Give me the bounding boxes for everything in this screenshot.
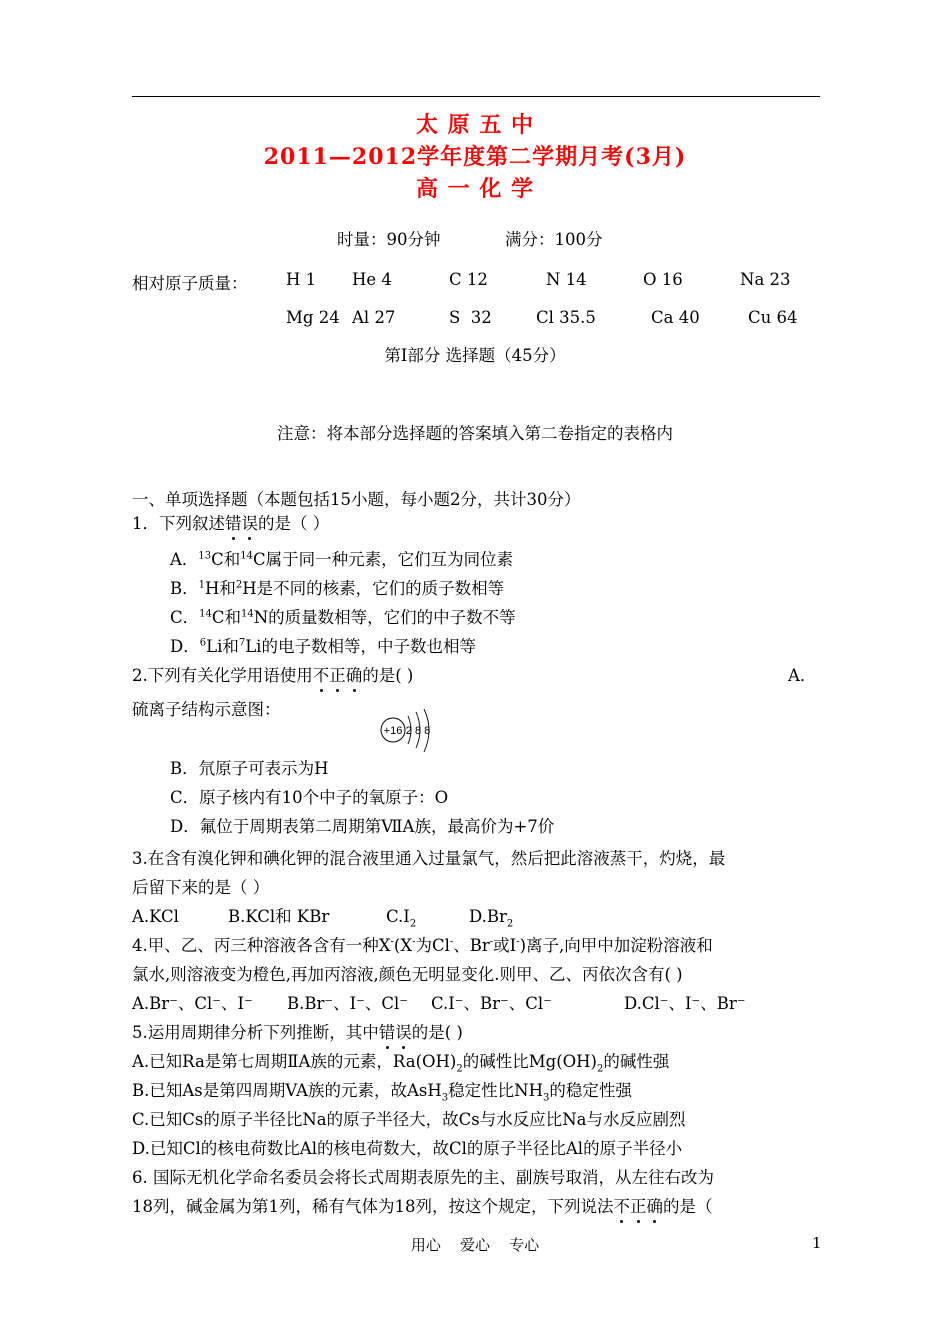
q2-option-b: B．氘原子可表示为H — [170, 759, 329, 778]
q5-emphasis-cuo: 错 — [378, 1023, 396, 1042]
q3-option-a: A.KCl — [132, 907, 179, 926]
mass-na: Na 23 — [740, 270, 791, 289]
q2-emphasis-zheng: 正 — [329, 666, 346, 685]
mass-mg: Mg 24 — [286, 308, 340, 327]
q5-option-a: A.已知Ra是第七周期ⅡA族的元素，$Ra(OH)_2$的碱性比$Mg(OH)_2$的碱性强 — [132, 1052, 670, 1075]
mass-cu: Cu 64 — [748, 308, 798, 327]
q5-option-c: C.已知Cs的原子半径比Na的原子半径大，故Cs与水反应比Na与水反应剧烈 — [132, 1110, 686, 1129]
q6-stem-line2: 18列，碱金属为第1列，稀有气体为18列，按这个规定，下列说法不正确的是（ — [132, 1197, 713, 1216]
exam-time: 时量：90分钟 — [337, 230, 441, 249]
q3-stem-line1: 3.在含有溴化钾和碘化钾的混合液里通入过量氯气，然后把此溶液蒸干，灼烧，最 — [132, 849, 726, 868]
mass-al: Al 27 — [352, 308, 396, 327]
mass-n: N 14 — [546, 270, 587, 289]
q5-option-d: D.已知Cl的核电荷数比Al的核电荷数大，故Cl的原子半径比Al的原子半径小 — [132, 1139, 683, 1158]
q1-emphasis-wu: 误 — [241, 514, 258, 533]
footer-motto: 用心 爱心 专心 — [410, 1236, 540, 1254]
q2-stem: 2.下列有关化学用语使用不正确的是( ) — [132, 666, 414, 685]
q2-option-a-label: A． — [788, 666, 817, 685]
mass-he: He 4 — [352, 270, 392, 289]
q1-option-d: D．$^6$Li和$^7$Li的电子数相等，中子数也相等 — [170, 637, 476, 656]
q4-stem-line2: 氯水,则溶液变为橙色,再加丙溶液,颜色无明显变化.则甲、乙、丙依次含有( ) — [132, 965, 683, 984]
header-rule — [132, 96, 820, 97]
q5-option-b: B.已知As是第四周期VA族的元素，故AsH$_3$稳定性比$NH_3$的稳定性强 — [132, 1081, 632, 1104]
q2-emphasis-que: 确 — [345, 666, 363, 685]
school-title: 太 原 五 中 — [416, 112, 534, 138]
q1-stem: 1．下列叙述错误的是（ ） — [132, 514, 330, 533]
term-title: 2011—2012学年度第二学期月考(3月) — [263, 144, 687, 170]
sulfide-ion-structure-diagram — [378, 708, 440, 758]
q4-option-a: A.Br⁻、Cl⁻、I⁻ — [132, 994, 253, 1013]
q1-emphasis-cuo: 错 — [225, 514, 242, 533]
atomic-mass-label: 相对原子质量： — [132, 274, 248, 293]
q2-emphasis-bu: 不 — [312, 666, 330, 685]
nucleus-charge: +16 — [383, 725, 403, 737]
q6-emphasis-que: 确 — [646, 1197, 663, 1216]
notice: 注意：将本部分选择题的答案填入第二卷指定的表格内 — [277, 424, 673, 443]
q6-stem-line1: 6. 国际无机化学命名委员会将长式周期表原先的主、副族号取消，从左往右改为 — [132, 1168, 714, 1187]
mass-c: C 12 — [449, 270, 488, 289]
q1-option-c: C．$^{14}$C和$^{14}$N的质量数相等，它们的中子数不等 — [170, 608, 516, 627]
q3-stem-line2: 后留下来的是（ ） — [132, 878, 270, 897]
q4-option-d: D.Cl⁻、I⁻、Br⁻ — [624, 994, 746, 1013]
q4-option-b: B.Br⁻、I⁻、Cl⁻ — [287, 994, 408, 1013]
q3-option-c: $C.I_2$ — [386, 907, 417, 930]
mass-h: H 1 — [286, 270, 317, 289]
q2-option-c: C．原子核内有10个中子的氧原子：O — [170, 788, 449, 807]
q5-emphasis-wu: 误 — [395, 1023, 412, 1042]
q3-option-d: $D.Br_2$ — [469, 907, 514, 930]
q1-option-b: B．$^1$H和$^2$H是不同的核素，它们的质子数相等 — [170, 579, 505, 598]
q2-option-a-text: 硫离子结构示意图： — [132, 700, 281, 719]
mass-s: S 32 — [449, 308, 492, 327]
shell-electrons: 2 8 8 — [405, 725, 431, 737]
part1-title: 第Ⅰ部分 选择题（45分） — [384, 346, 566, 365]
page-number: 1 — [812, 1234, 822, 1252]
section1-heading: 一、单项选择题（本题包括15小题，每小题2分，共计30分） — [132, 490, 581, 509]
q1-option-a: A．$^{13}$C和$^{14}$C属于同一种元素，它们互为同位素 — [170, 550, 514, 569]
q3-option-b: B.KCl和 KBr — [228, 907, 330, 926]
subject-title: 高 一 化 学 — [416, 176, 534, 202]
q5-stem: 5.运用周期律分析下列推断，其中错误的是( ) — [132, 1023, 463, 1042]
q4-stem-line1: 4.甲、乙、丙三种溶液各含有一种X-(X-为Cl-、Br-或I-)离子,向甲中加淀粉溶液和 — [132, 936, 713, 955]
exam-score: 满分：100分 — [505, 230, 603, 249]
mass-o: O 16 — [643, 270, 683, 289]
q6-emphasis-zheng: 正 — [630, 1197, 647, 1216]
mass-cl: Cl 35.5 — [536, 308, 596, 327]
mass-ca: Ca 40 — [651, 308, 700, 327]
q2-option-d: D．氟位于周期表第二周期第ⅦA族，最高价为+7价 — [170, 817, 555, 836]
q4-option-c: C.I⁻、Br⁻、Cl⁻ — [431, 994, 552, 1013]
q6-emphasis-bu: 不 — [613, 1197, 630, 1216]
